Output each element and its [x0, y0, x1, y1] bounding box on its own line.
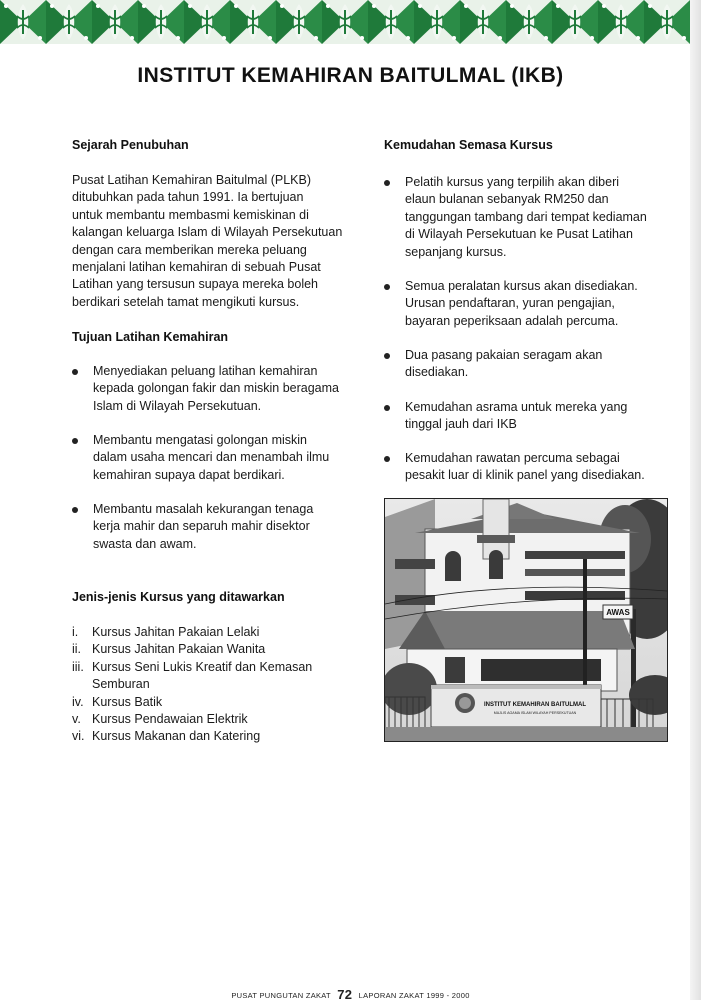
bullet-icon	[384, 284, 390, 290]
bullet-line: Urusan pendaftaran, yuran pengajian,	[405, 296, 615, 311]
bullet-line: Islam di Wilayah Persekutuan.	[93, 398, 262, 413]
page-title: INSTITUT KEMAHIRAN BAITULMAL (IKB)	[137, 64, 564, 87]
bullet-line: kerja mahir dan separuh mahir disektor	[93, 519, 310, 534]
bullet-line: disediakan.	[405, 365, 469, 380]
decorative-banner	[0, 0, 690, 44]
paragraph-line: Latihan yang tersusun supaya mereka boleh	[72, 277, 318, 292]
course-name: Kursus Makanan dan Katering	[92, 729, 261, 744]
paragraph-line: menjalani latihan kemahiran di sebuah Pusat	[72, 260, 321, 274]
paragraph-line: Pusat Latihan Kemahiran Baitulmal (PLKB)	[72, 173, 312, 187]
bullet-line: dalam usaha mencari dan menambah ilmu	[93, 450, 330, 465]
bullet-line: pesakit luar di klinik panel yang disediakan.	[405, 468, 645, 483]
bullet-line: kepada golongan fakir dan miskin beragama	[93, 381, 339, 396]
course-number: ii.	[72, 642, 82, 657]
bullet-line: tanggungan tambang dari tempat kediaman	[405, 209, 647, 224]
bullet-line: sepanjang kursus.	[405, 244, 507, 259]
bullet-icon	[384, 353, 390, 359]
building-photo	[384, 498, 668, 742]
course-number: i.	[72, 625, 79, 639]
footer-right-text: LAPORAN ZAKAT 1999 - 2000	[358, 991, 470, 1000]
bullet-line: swasta dan awam.	[93, 536, 197, 551]
bullet-line: Dua pasang pakaian seragam akan	[405, 348, 603, 362]
bullet-icon	[384, 405, 390, 411]
bullet-line: Semua peralatan kursus akan disediakan.	[405, 279, 638, 293]
paragraph-line: kalangan keluarga Islam di Wilayah Persekutuan	[72, 225, 343, 240]
page-footer	[0, 986, 701, 1001]
section-heading-kemudahan: Kemudahan Semasa Kursus	[384, 138, 553, 152]
paragraph-line: dengan cara memberikan mereka peluang	[72, 242, 307, 257]
course-number: vi.	[72, 729, 85, 744]
bullet-line: elaun bulanan sebanyak RM250 dan	[405, 192, 609, 207]
section-heading-jenis: Jenis-jenis Kursus yang ditawarkan	[72, 590, 285, 604]
bullet-icon	[384, 456, 390, 462]
bullet-icon	[72, 438, 78, 444]
sign-text-line2: MAJLIS AGAMA ISLAM WILAYAH PERSEKUTUAN	[493, 711, 577, 715]
page-edge-shadow	[690, 0, 701, 1000]
bullet-line: Kemudahan asrama untuk mereka yang	[405, 400, 628, 414]
bullet-line: bayaran peperiksaan adalah percuma.	[405, 313, 619, 328]
bullet-line: Kemudahan rawatan percuma sebagai	[405, 451, 620, 465]
footer-left-text: PUSAT PUNGUTAN ZAKAT	[231, 991, 331, 1000]
course-name: Semburan	[92, 677, 150, 692]
course-name: Kursus Jahitan Pakaian Wanita	[92, 642, 266, 657]
page-number: 72	[337, 987, 353, 1002]
bullet-line: Pelatih kursus yang terpilih akan diberi	[405, 175, 620, 189]
course-number: iii.	[72, 659, 84, 674]
awas-sign-text: AWAS	[606, 608, 630, 617]
bullet-line: tinggal jauh dari IKB	[405, 417, 517, 432]
course-name: Kursus Pendawaian Elektrik	[92, 712, 248, 726]
course-number: v.	[72, 712, 81, 726]
bullet-icon	[384, 180, 390, 186]
paragraph-line: ditubuhkan pada tahun 1991. Ia bertujuan	[72, 190, 304, 205]
section-heading-tujuan: Tujuan Latihan Kemahiran	[72, 330, 229, 344]
course-name: Kursus Batik	[92, 694, 163, 709]
section-heading-sejarah: Sejarah Penubuhan	[72, 138, 189, 152]
course-number: iv.	[72, 694, 84, 709]
bullet-icon	[72, 369, 78, 375]
bullet-line: Membantu mengatasi golongan miskin	[93, 433, 308, 447]
paragraph-line: untuk membantu membasmi kemiskinan di	[72, 207, 309, 222]
bullet-line: kemahiran supaya dapat berdikari.	[93, 467, 285, 482]
bullet-line: Menyediakan peluang latihan kemahiran	[93, 364, 318, 378]
paragraph-line: berdikari setelah tamat mengikuti kursus.	[72, 294, 300, 309]
course-name: Kursus Seni Lukis Kreatif dan Kemasan	[92, 659, 313, 674]
course-name: Kursus Jahitan Pakaian Lelaki	[92, 625, 260, 639]
bullet-line: Membantu masalah kekurangan tenaga	[93, 502, 314, 516]
bullet-icon	[72, 507, 78, 513]
bullet-line: di Wilayah Persekutuan ke Pusat Latihan	[405, 227, 633, 242]
sign-text-line1: INSTITUT KEMAHIRAN BAITULMAL	[484, 702, 586, 708]
